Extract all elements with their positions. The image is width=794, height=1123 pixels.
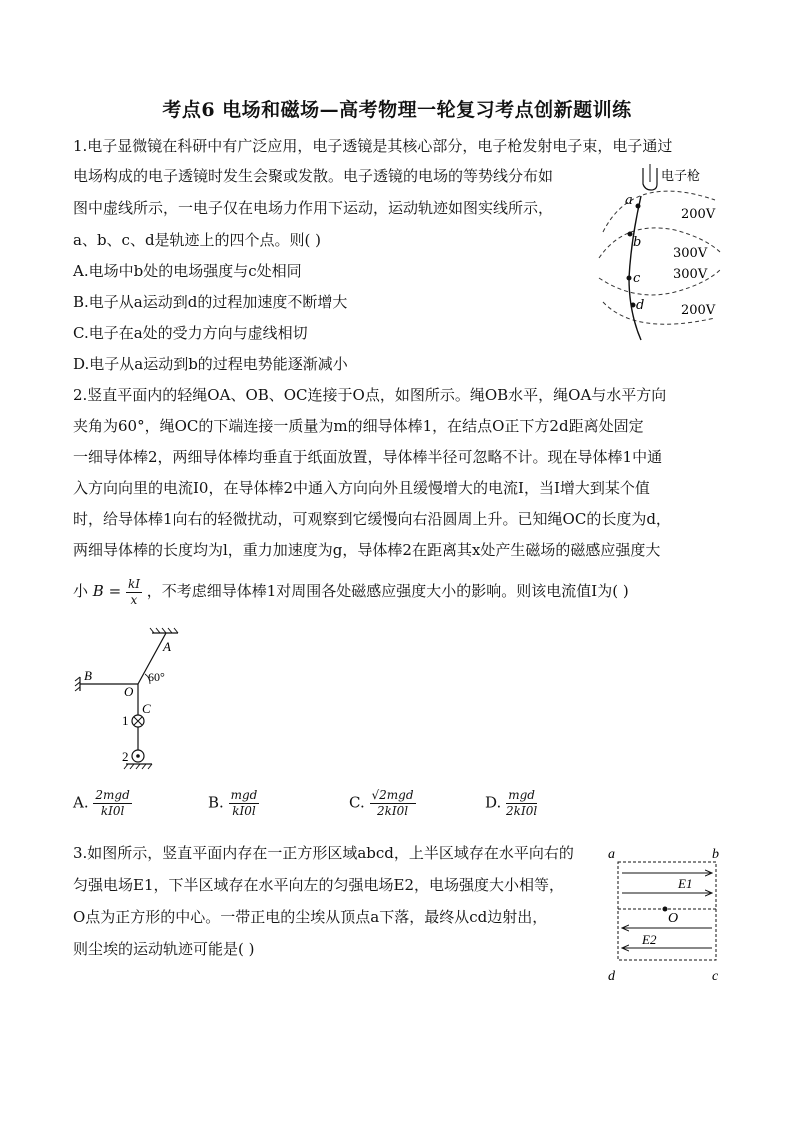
field-e2-label: E2 [642,932,657,947]
point-a [636,204,641,209]
label-b: b [633,235,642,250]
q2-option-d: D. $\frac{\text{mgd}}{2kI0l}$ [485,788,538,818]
q1-option-a: A.电场中b处的电场强度与c处相同 [73,262,302,280]
q1-line: 1.电子显微镜在科研中有广泛应用，电子透镜是其核心部分，电子枪发射电子束，电子通过 [73,137,673,155]
corner-c: c [712,969,719,984]
label-A: A [163,639,171,654]
page-title: 考点6 电场和磁场—高考物理一轮复习考点创新题训练 [162,99,632,121]
electron-trajectory [629,196,641,340]
label-d: d [636,298,645,313]
square-region [618,862,716,960]
voltage-label: 200V [681,303,716,318]
q2-option-c: C. $\frac{\text{√2mgd}}{2kI0l}$ [349,788,414,818]
label-B: B [84,668,92,683]
q2-rope-figure [70,625,200,775]
center-point [663,907,668,912]
label-C: C [142,701,151,716]
q2-line: 一细导体棒2，两细导体棒均垂直于纸面放置，导体棒半径可忽略不计。现在导体棒1中通 [73,448,663,466]
q2-option-a: A. $\frac{\text{2mgd}}{kI0l}$ [73,788,130,818]
q1-option-c: C.电子在a处的受力方向与虚线相切 [73,324,308,342]
label-c: c [633,271,641,286]
label-1: 1 [122,713,129,728]
voltage-label: 300V [673,267,708,282]
formula-lhs: B = [92,582,122,600]
corner-d: d [608,969,615,984]
point-d [631,303,636,308]
q3-line: 匀强电场E1，下半区域存在水平向左的匀强电场E2，电场强度大小相等， [73,876,564,894]
q2-line: 2.竖直平面内的轻绳OA、OB、OC连接于O点，如图所示。绳OB水平，绳OA与水平方向 [73,386,667,404]
label-2: 2 [122,749,129,764]
q1-line: 电场构成的电子透镜时发生会聚或发散。电子透镜的电场的等势线分布如 [73,167,554,185]
label-a: a [625,193,633,208]
q2-option-b: B. $\frac{\text{mgd}}{kI0l}$ [208,788,258,818]
q3-line: O点为正方形的中心。一带正电的尘埃从顶点a下落，最终从cd边射出， [73,908,548,926]
q1-electron-lens-figure [595,160,735,345]
gun-label: 电子枪 [661,169,701,184]
q1-line: a、b、c、d是轨迹上的四个点。则( ) [73,231,322,249]
q3-line: 则尘埃的运动轨迹可能是( ) [73,940,255,958]
q3-square-field-figure [602,840,732,985]
corner-b: b [712,847,719,862]
q1-option-b: B.电子从a运动到d的过程加速度不断增大 [73,293,348,311]
q1-line: 图中虚线所示，一电子仅在电场力作用下运动，运动轨迹如图实线所示， [73,199,554,217]
q1-option-d: D.电子从a运动到b的过程电势能逐渐减小 [73,355,348,373]
corner-a: a [608,847,615,862]
center-label: O [668,911,679,926]
q2-line: 夹角为60°，绳OC的下端连接一质量为m的细导体棒1，在结点O正下方2d距离处固定 [73,417,644,435]
q3-line: 3.如图所示，竖直平面内存在一正方形区域abcd，上半区域存在水平向右的 [73,844,574,862]
voltage-label: 300V [673,246,708,261]
q2-line: 时，给导体棒1向右的轻微扰动，可观察到它缓慢向右沿圆周上升。已知绳OC的长度为d， [73,510,671,528]
voltage-label: 200V [681,207,716,222]
point-c [627,276,632,281]
q2-line: 两细导体棒的长度均为l，重力加速度为g，导体棒2在距离其x处产生磁场的磁感应强度大 [73,541,661,559]
q2-formula-line: 小 B = $\frac{kI}{x}$ ，不考虑细导体棒1对周围各处磁感应强度大小的影响。则该电流值I为( ) [73,576,629,607]
label-O: O [124,684,134,699]
angle-label: 60° [148,670,165,684]
q2-line: 入方向向里的电流I0，在导体棒2中通入方向向外且缓慢增大的电流I，当I增大到某个值 [73,479,650,497]
field-e1-label: E1 [678,876,693,891]
formula-fraction: $\frac{kI}{x}$ [127,576,140,607]
point-b [628,232,633,237]
